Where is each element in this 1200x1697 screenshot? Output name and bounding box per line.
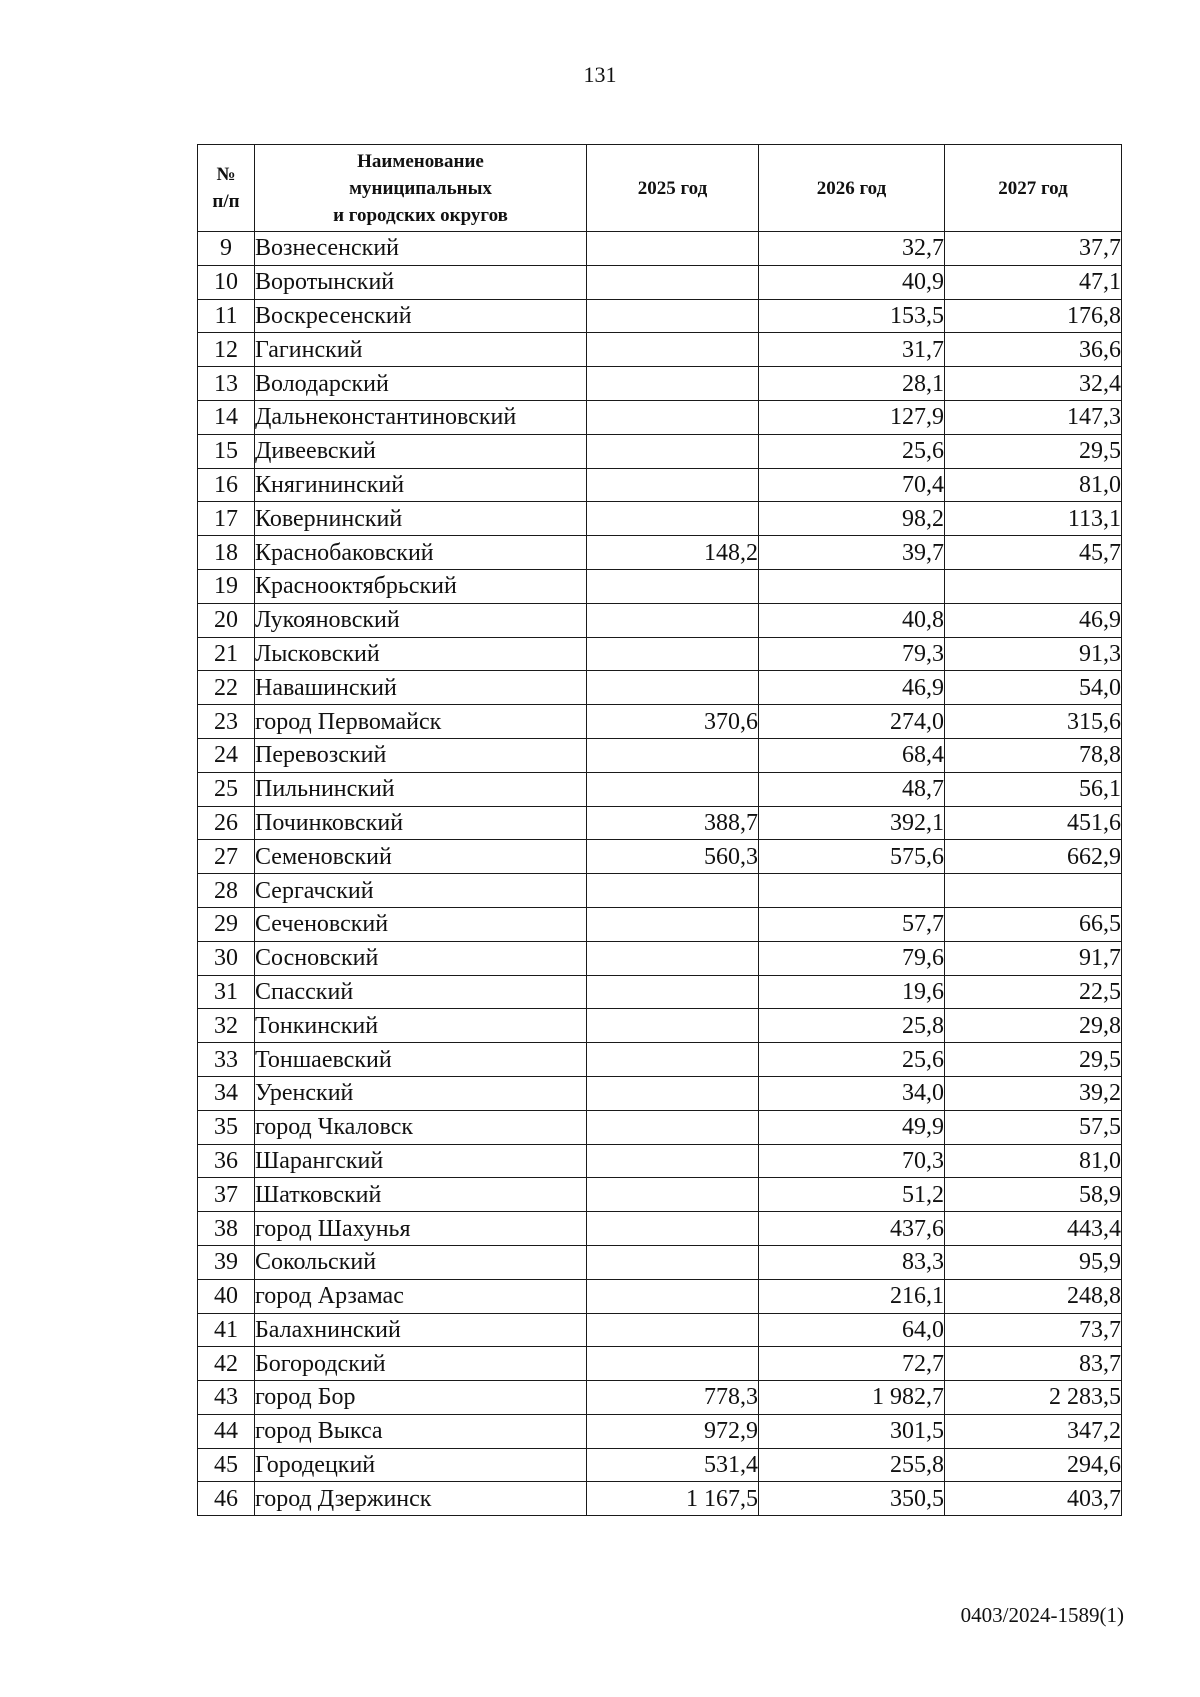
cell-2027: 47,1 bbox=[945, 265, 1122, 299]
cell-num: 42 bbox=[198, 1347, 255, 1381]
table-row bbox=[198, 333, 1122, 367]
cell-2025 bbox=[587, 941, 759, 975]
cell-2027: 73,7 bbox=[945, 1313, 1122, 1347]
cell-2026: 301,5 bbox=[759, 1414, 945, 1448]
cell-num: 22 bbox=[198, 671, 255, 705]
table-row bbox=[198, 400, 1122, 434]
cell-2026: 68,4 bbox=[759, 738, 945, 772]
cell-2027: 36,6 bbox=[945, 333, 1122, 367]
cell-name: Тонкинский bbox=[255, 1009, 587, 1043]
cell-2026: 46,9 bbox=[759, 671, 945, 705]
cell-2026: 72,7 bbox=[759, 1347, 945, 1381]
cell-2027: 32,4 bbox=[945, 367, 1122, 401]
cell-num: 27 bbox=[198, 840, 255, 874]
cell-2026: 70,3 bbox=[759, 1144, 945, 1178]
cell-2025 bbox=[587, 367, 759, 401]
table-row bbox=[198, 1009, 1122, 1043]
cell-2026: 98,2 bbox=[759, 502, 945, 536]
cell-2027: 315,6 bbox=[945, 705, 1122, 739]
cell-2026: 437,6 bbox=[759, 1212, 945, 1246]
table-row bbox=[198, 1076, 1122, 1110]
cell-num: 23 bbox=[198, 705, 255, 739]
cell-2026: 25,6 bbox=[759, 1043, 945, 1077]
table-row bbox=[198, 1482, 1122, 1516]
table-row bbox=[198, 468, 1122, 502]
header-num: № п/п bbox=[198, 145, 255, 232]
cell-num: 20 bbox=[198, 603, 255, 637]
cell-2027: 403,7 bbox=[945, 1482, 1122, 1516]
cell-num: 11 bbox=[198, 299, 255, 333]
table-row bbox=[198, 874, 1122, 908]
cell-2027: 81,0 bbox=[945, 468, 1122, 502]
cell-num: 29 bbox=[198, 907, 255, 941]
cell-2027: 45,7 bbox=[945, 536, 1122, 570]
cell-name: Шарангский bbox=[255, 1144, 587, 1178]
cell-2026: 79,3 bbox=[759, 637, 945, 671]
cell-name: Гагинский bbox=[255, 333, 587, 367]
cell-name: Дивеевский bbox=[255, 434, 587, 468]
cell-name: Сосновский bbox=[255, 941, 587, 975]
cell-2025 bbox=[587, 569, 759, 603]
cell-name: город Арзамас bbox=[255, 1279, 587, 1313]
cell-name: город Выкса bbox=[255, 1414, 587, 1448]
cell-2026: 49,9 bbox=[759, 1110, 945, 1144]
cell-num: 41 bbox=[198, 1313, 255, 1347]
cell-name: Тоншаевский bbox=[255, 1043, 587, 1077]
cell-num: 36 bbox=[198, 1144, 255, 1178]
cell-num: 34 bbox=[198, 1076, 255, 1110]
cell-num: 14 bbox=[198, 400, 255, 434]
cell-2025 bbox=[587, 874, 759, 908]
table-row bbox=[198, 1448, 1122, 1482]
cell-2025 bbox=[587, 1313, 759, 1347]
cell-name: город Шахунья bbox=[255, 1212, 587, 1246]
cell-name: город Дзержинск bbox=[255, 1482, 587, 1516]
table-row bbox=[198, 232, 1122, 266]
cell-name: Пильнинский bbox=[255, 772, 587, 806]
table-row bbox=[198, 1245, 1122, 1279]
cell-name: Краснооктябрьский bbox=[255, 569, 587, 603]
cell-2026: 51,2 bbox=[759, 1178, 945, 1212]
cell-2025: 778,3 bbox=[587, 1381, 759, 1415]
table-row bbox=[198, 1414, 1122, 1448]
cell-name: город Чкаловск bbox=[255, 1110, 587, 1144]
table-row bbox=[198, 705, 1122, 739]
cell-2025 bbox=[587, 637, 759, 671]
cell-name: Спасский bbox=[255, 975, 587, 1009]
table-body bbox=[198, 232, 1122, 1516]
cell-2025 bbox=[587, 333, 759, 367]
cell-2026: 274,0 bbox=[759, 705, 945, 739]
cell-2026: 70,4 bbox=[759, 468, 945, 502]
cell-num: 28 bbox=[198, 874, 255, 908]
cell-2027: 57,5 bbox=[945, 1110, 1122, 1144]
cell-num: 16 bbox=[198, 468, 255, 502]
cell-2027: 22,5 bbox=[945, 975, 1122, 1009]
table-row bbox=[198, 1381, 1122, 1415]
table-row bbox=[198, 1313, 1122, 1347]
cell-2026: 40,9 bbox=[759, 265, 945, 299]
cell-2026 bbox=[759, 874, 945, 908]
table-row bbox=[198, 975, 1122, 1009]
header-name: Наименование муниципальных и городских округов bbox=[255, 145, 587, 232]
cell-name: Балахнинский bbox=[255, 1313, 587, 1347]
table-row bbox=[198, 434, 1122, 468]
header-2027: 2027 год bbox=[945, 145, 1122, 232]
cell-2027: 147,3 bbox=[945, 400, 1122, 434]
cell-2025: 972,9 bbox=[587, 1414, 759, 1448]
cell-2025 bbox=[587, 1043, 759, 1077]
cell-2026: 216,1 bbox=[759, 1279, 945, 1313]
cell-name: Воротынский bbox=[255, 265, 587, 299]
table-row bbox=[198, 1347, 1122, 1381]
cell-2025 bbox=[587, 265, 759, 299]
cell-num: 46 bbox=[198, 1482, 255, 1516]
cell-2026: 1 982,7 bbox=[759, 1381, 945, 1415]
table-row bbox=[198, 1279, 1122, 1313]
cell-2027: 83,7 bbox=[945, 1347, 1122, 1381]
cell-num: 18 bbox=[198, 536, 255, 570]
cell-num: 12 bbox=[198, 333, 255, 367]
cell-num: 19 bbox=[198, 569, 255, 603]
table-row bbox=[198, 502, 1122, 536]
table-row bbox=[198, 941, 1122, 975]
cell-2027: 81,0 bbox=[945, 1144, 1122, 1178]
table-row bbox=[198, 603, 1122, 637]
cell-2026: 25,8 bbox=[759, 1009, 945, 1043]
table-row bbox=[198, 569, 1122, 603]
cell-2027: 58,9 bbox=[945, 1178, 1122, 1212]
table-row bbox=[198, 907, 1122, 941]
cell-num: 38 bbox=[198, 1212, 255, 1246]
cell-2025 bbox=[587, 907, 759, 941]
cell-num: 43 bbox=[198, 1381, 255, 1415]
cell-num: 25 bbox=[198, 772, 255, 806]
cell-name: Краснобаковский bbox=[255, 536, 587, 570]
table-row bbox=[198, 840, 1122, 874]
table-row bbox=[198, 367, 1122, 401]
cell-2027: 451,6 bbox=[945, 806, 1122, 840]
cell-2026: 25,6 bbox=[759, 434, 945, 468]
cell-num: 32 bbox=[198, 1009, 255, 1043]
cell-2027: 113,1 bbox=[945, 502, 1122, 536]
cell-num: 24 bbox=[198, 738, 255, 772]
cell-num: 26 bbox=[198, 806, 255, 840]
cell-2027: 29,5 bbox=[945, 1043, 1122, 1077]
cell-2026: 83,3 bbox=[759, 1245, 945, 1279]
header-2025: 2025 год bbox=[587, 145, 759, 232]
cell-name: город Бор bbox=[255, 1381, 587, 1415]
cell-name: Княгининский bbox=[255, 468, 587, 502]
cell-num: 30 bbox=[198, 941, 255, 975]
cell-2027: 29,8 bbox=[945, 1009, 1122, 1043]
cell-2026: 64,0 bbox=[759, 1313, 945, 1347]
cell-2025: 370,6 bbox=[587, 705, 759, 739]
cell-2025: 531,4 bbox=[587, 1448, 759, 1482]
table-row bbox=[198, 806, 1122, 840]
cell-2025 bbox=[587, 1245, 759, 1279]
table-header-row bbox=[198, 145, 1122, 232]
cell-name: Богородский bbox=[255, 1347, 587, 1381]
cell-2025 bbox=[587, 1110, 759, 1144]
cell-2025 bbox=[587, 738, 759, 772]
table-row bbox=[198, 1110, 1122, 1144]
cell-2025: 148,2 bbox=[587, 536, 759, 570]
cell-2027: 443,4 bbox=[945, 1212, 1122, 1246]
cell-name: Вознесенский bbox=[255, 232, 587, 266]
cell-2025 bbox=[587, 603, 759, 637]
cell-2025 bbox=[587, 502, 759, 536]
cell-name: Шатковский bbox=[255, 1178, 587, 1212]
cell-2027: 662,9 bbox=[945, 840, 1122, 874]
cell-name: Перевозский bbox=[255, 738, 587, 772]
cell-num: 21 bbox=[198, 637, 255, 671]
cell-2026: 575,6 bbox=[759, 840, 945, 874]
cell-num: 31 bbox=[198, 975, 255, 1009]
table-row bbox=[198, 772, 1122, 806]
cell-name: Семеновский bbox=[255, 840, 587, 874]
cell-name: Уренский bbox=[255, 1076, 587, 1110]
cell-2027: 294,6 bbox=[945, 1448, 1122, 1482]
table-row bbox=[198, 738, 1122, 772]
cell-2025: 560,3 bbox=[587, 840, 759, 874]
cell-name: Лысковский bbox=[255, 637, 587, 671]
cell-2027: 78,8 bbox=[945, 738, 1122, 772]
table-row bbox=[198, 1144, 1122, 1178]
document-code: 0403/2024-1589(1) bbox=[960, 1603, 1124, 1627]
cell-2026: 31,7 bbox=[759, 333, 945, 367]
cell-num: 37 bbox=[198, 1178, 255, 1212]
cell-name: Сокольский bbox=[255, 1245, 587, 1279]
cell-2025 bbox=[587, 400, 759, 434]
cell-name: Ковернинский bbox=[255, 502, 587, 536]
cell-2025 bbox=[587, 1009, 759, 1043]
cell-2026: 28,1 bbox=[759, 367, 945, 401]
cell-2025: 1 167,5 bbox=[587, 1482, 759, 1516]
cell-name: Навашинский bbox=[255, 671, 587, 705]
cell-2027: 39,2 bbox=[945, 1076, 1122, 1110]
cell-2025 bbox=[587, 434, 759, 468]
cell-name: Сергачский bbox=[255, 874, 587, 908]
table-row bbox=[198, 1043, 1122, 1077]
cell-2025 bbox=[587, 1279, 759, 1313]
cell-2027: 95,9 bbox=[945, 1245, 1122, 1279]
cell-2026: 39,7 bbox=[759, 536, 945, 570]
cell-2025 bbox=[587, 671, 759, 705]
cell-2026: 392,1 bbox=[759, 806, 945, 840]
cell-name: Сеченовский bbox=[255, 907, 587, 941]
cell-2026: 19,6 bbox=[759, 975, 945, 1009]
cell-num: 45 bbox=[198, 1448, 255, 1482]
cell-2025 bbox=[587, 1178, 759, 1212]
table-row bbox=[198, 1212, 1122, 1246]
cell-2027: 91,3 bbox=[945, 637, 1122, 671]
cell-2025 bbox=[587, 772, 759, 806]
cell-2026: 255,8 bbox=[759, 1448, 945, 1482]
cell-name: Починковский bbox=[255, 806, 587, 840]
cell-2025 bbox=[587, 1076, 759, 1110]
cell-2025 bbox=[587, 1144, 759, 1178]
cell-name: Лукояновский bbox=[255, 603, 587, 637]
cell-2025 bbox=[587, 299, 759, 333]
cell-2025 bbox=[587, 232, 759, 266]
cell-num: 40 bbox=[198, 1279, 255, 1313]
cell-2025 bbox=[587, 468, 759, 502]
cell-2027: 56,1 bbox=[945, 772, 1122, 806]
cell-num: 33 bbox=[198, 1043, 255, 1077]
cell-num: 17 bbox=[198, 502, 255, 536]
cell-2026 bbox=[759, 569, 945, 603]
cell-name: Володарский bbox=[255, 367, 587, 401]
cell-2027: 66,5 bbox=[945, 907, 1122, 941]
cell-2025 bbox=[587, 1212, 759, 1246]
table-row bbox=[198, 671, 1122, 705]
table-row bbox=[198, 299, 1122, 333]
cell-2026: 34,0 bbox=[759, 1076, 945, 1110]
cell-2026: 32,7 bbox=[759, 232, 945, 266]
cell-2026: 40,8 bbox=[759, 603, 945, 637]
cell-2027: 29,5 bbox=[945, 434, 1122, 468]
cell-2025 bbox=[587, 975, 759, 1009]
cell-num: 39 bbox=[198, 1245, 255, 1279]
cell-2027 bbox=[945, 874, 1122, 908]
cell-num: 13 bbox=[198, 367, 255, 401]
cell-2027: 248,8 bbox=[945, 1279, 1122, 1313]
cell-num: 15 bbox=[198, 434, 255, 468]
cell-2027: 347,2 bbox=[945, 1414, 1122, 1448]
page-number: 131 bbox=[583, 62, 617, 87]
cell-num: 9 bbox=[198, 232, 255, 266]
cell-num: 35 bbox=[198, 1110, 255, 1144]
data-table bbox=[197, 144, 1122, 1516]
cell-2027: 37,7 bbox=[945, 232, 1122, 266]
table-row bbox=[198, 637, 1122, 671]
cell-num: 44 bbox=[198, 1414, 255, 1448]
table-row bbox=[198, 536, 1122, 570]
cell-name: Дальнеконстантиновский bbox=[255, 400, 587, 434]
cell-2027: 176,8 bbox=[945, 299, 1122, 333]
cell-num: 10 bbox=[198, 265, 255, 299]
cell-2027: 91,7 bbox=[945, 941, 1122, 975]
cell-2026: 48,7 bbox=[759, 772, 945, 806]
cell-2027 bbox=[945, 569, 1122, 603]
table-row bbox=[198, 1178, 1122, 1212]
cell-name: Воскресенский bbox=[255, 299, 587, 333]
cell-2027: 2 283,5 bbox=[945, 1381, 1122, 1415]
cell-2027: 54,0 bbox=[945, 671, 1122, 705]
cell-2025: 388,7 bbox=[587, 806, 759, 840]
cell-name: город Первомайск bbox=[255, 705, 587, 739]
cell-2026: 153,5 bbox=[759, 299, 945, 333]
header-2026: 2026 год bbox=[759, 145, 945, 232]
table-row bbox=[198, 265, 1122, 299]
cell-2026: 127,9 bbox=[759, 400, 945, 434]
cell-name: Городецкий bbox=[255, 1448, 587, 1482]
cell-2027: 46,9 bbox=[945, 603, 1122, 637]
cell-2026: 350,5 bbox=[759, 1482, 945, 1516]
cell-2026: 57,7 bbox=[759, 907, 945, 941]
cell-2025 bbox=[587, 1347, 759, 1381]
cell-2026: 79,6 bbox=[759, 941, 945, 975]
